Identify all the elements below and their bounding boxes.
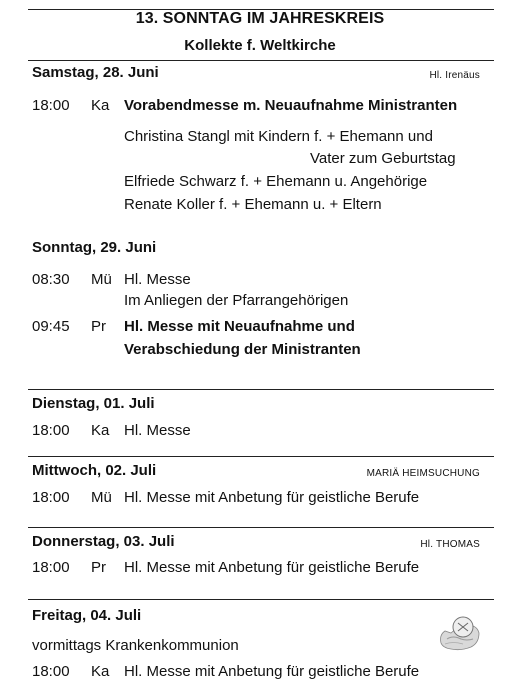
feast-mittwoch: MARIÄ HEIMSUCHUNG xyxy=(366,468,480,479)
service-donnerstag: Hl. Messe mit Anbetung für geistliche Berufe xyxy=(124,559,420,576)
feast-samstag: Hl. Irenäus xyxy=(429,70,480,81)
intention-line: Vater zum Geburtstag xyxy=(310,150,456,167)
intention-line: Elfriede Schwarz f. + Ehemann u. Angehörige xyxy=(124,173,428,190)
time-sonntag-2: 09:45 xyxy=(32,318,70,335)
service-sonntag-1: Hl. Messe xyxy=(124,271,191,288)
location-mittwoch: Mü xyxy=(91,489,112,506)
time-samstag: 18:00 xyxy=(32,97,70,114)
location-samstag: Ka xyxy=(91,97,110,114)
service-sonntag-2: Hl. Messe mit Neuaufnahme und xyxy=(124,318,355,335)
page-subtitle: Kollekte f. Weltkirche xyxy=(184,37,336,54)
header-rule xyxy=(28,60,494,61)
intention-line: Renate Koller f. + Ehemann u. + Eltern xyxy=(124,196,382,213)
day-heading-mittwoch: Mittwoch, 02. Juli xyxy=(32,462,157,479)
page-title: 13. SONNTAG IM JAHRESKREIS xyxy=(135,10,385,27)
time-sonntag-1: 08:30 xyxy=(32,271,70,288)
time-donnerstag: 18:00 xyxy=(32,559,70,576)
section-rule xyxy=(28,599,494,600)
day-heading-sonntag: Sonntag, 29. Juni xyxy=(32,239,157,256)
time-freitag: 18:00 xyxy=(32,663,70,680)
time-dienstag: 18:00 xyxy=(32,422,70,439)
service-mittwoch: Hl. Messe mit Anbetung für geistliche Berufe xyxy=(124,489,420,506)
service-freitag: Hl. Messe mit Anbetung für geistliche Berufe xyxy=(124,663,420,680)
location-sonntag-2: Pr xyxy=(91,318,106,335)
location-dienstag: Ka xyxy=(91,422,110,439)
day-heading-dienstag: Dienstag, 01. Juli xyxy=(32,395,155,412)
intention-line: Christina Stangl mit Kindern f. + Ehemann und xyxy=(124,128,433,145)
section-rule xyxy=(28,389,494,390)
day-heading-samstag: Samstag, 28. Juni xyxy=(32,64,159,81)
note-sonntag-1: Im Anliegen der Pfarrangehörigen xyxy=(124,292,349,309)
time-mittwoch: 18:00 xyxy=(32,489,70,506)
communion-emblem-icon xyxy=(437,613,481,653)
day-heading-donnerstag: Donnerstag, 03. Juli xyxy=(32,533,175,550)
service-sonntag-2-line2: Verabschiedung der Ministranten xyxy=(124,341,361,358)
section-rule xyxy=(28,456,494,457)
day-heading-freitag: Freitag, 04. Juli xyxy=(32,607,142,624)
section-rule xyxy=(28,527,494,528)
service-samstag: Vorabendmesse m. Neuaufnahme Ministranten xyxy=(124,97,458,114)
service-dienstag: Hl. Messe xyxy=(124,422,191,439)
location-freitag: Ka xyxy=(91,663,110,680)
note-freitag: vormittags Krankenkommunion xyxy=(32,637,239,654)
feast-donnerstag: Hl. THOMAS xyxy=(420,539,480,550)
location-donnerstag: Pr xyxy=(91,559,106,576)
location-sonntag-1: Mü xyxy=(91,271,112,288)
